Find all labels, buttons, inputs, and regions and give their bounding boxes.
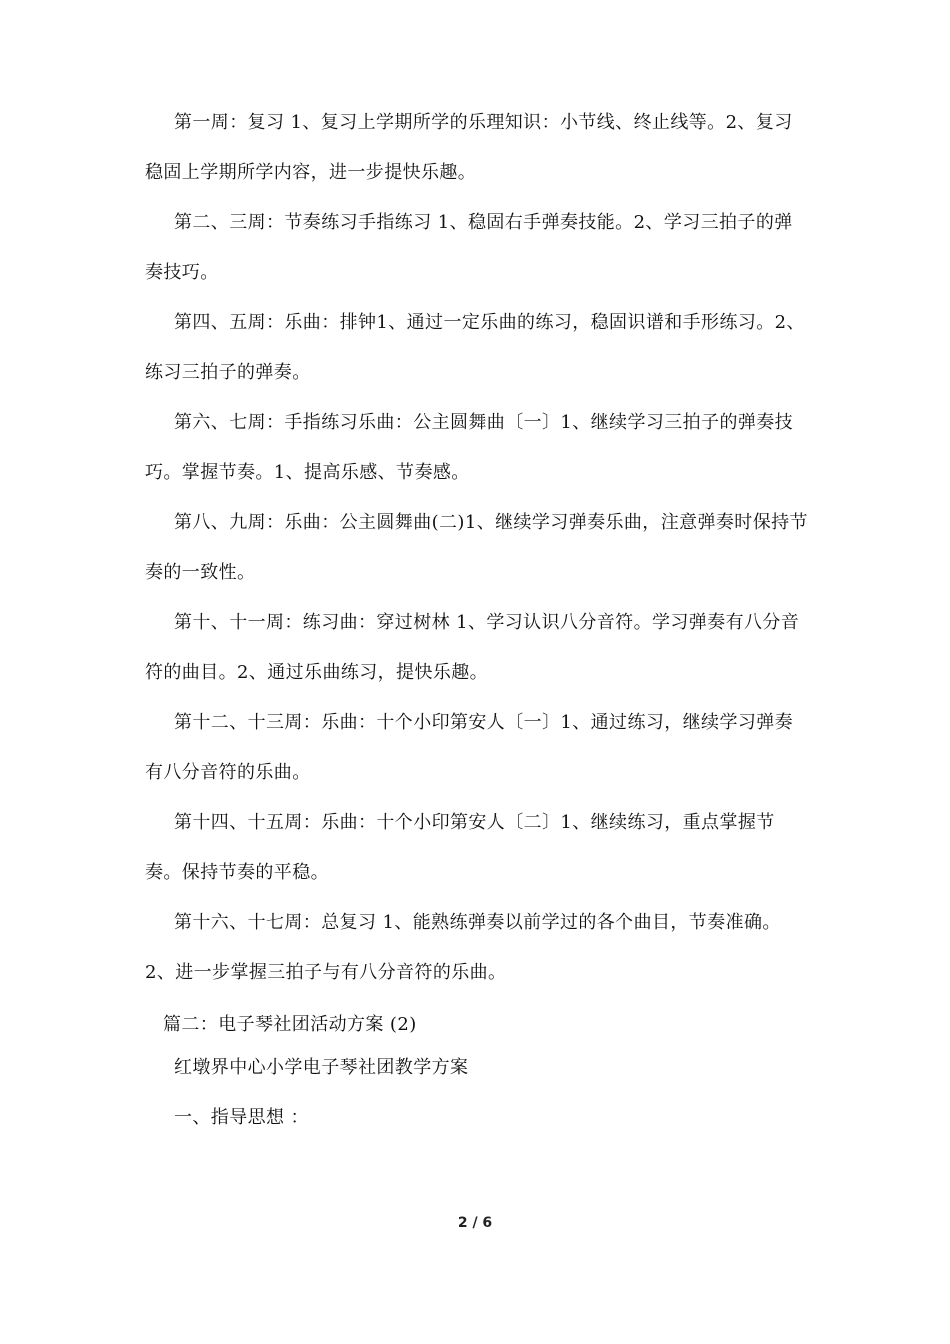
schedule-paragraph-week-2-3: 第二、三周：节奏练习手指练习 1、稳固右手弹奏技能。2、学习三拍子的弹奏技巧。 bbox=[145, 212, 793, 283]
schedule-paragraph-week-4-5: 第四、五周：乐曲：排钟1、通过一定乐曲的练习，稳固识谱和手形练习。2、练习三拍子的弹奏。 bbox=[145, 312, 805, 383]
schedule-paragraph-week-1: 第一周：复习 1、复习上学期所学的乐理知识：小节线、终止线等。2、复习稳固上学期所学内容，进一步提快乐趣。 bbox=[145, 112, 793, 183]
schedule-paragraph-week-8-9: 第八、九周：乐曲：公主圆舞曲(二)1、继续学习弹奏乐曲，注意弹奏时保持节奏的一致性。 bbox=[145, 512, 808, 583]
schedule-paragraph-week-12-13: 第十二、十三周：乐曲：十个小印第安人〔一〕1、通过练习，继续学习弹奏有八分音符的乐曲。 bbox=[145, 712, 794, 783]
page-number: 2 / 6 bbox=[457, 1215, 493, 1231]
schedule-paragraph-week-10-11: 第十、十一周：练习曲：穿过树林 1、学习认识八分音符。学习弹奏有八分音符的曲目。2、通过乐曲练习，提快乐趣。 bbox=[145, 612, 800, 683]
sub-heading: 一、指导思想 ： bbox=[174, 1107, 309, 1128]
document-title: 红墩界中心小学电子琴社团教学方案 bbox=[174, 1057, 469, 1078]
schedule-paragraph-week-14-15: 第十四、十五周：乐曲：十个小印第安人〔二〕1、继续练习，重点掌握节奏。保持节奏的平稳。 bbox=[145, 812, 775, 883]
schedule-paragraph-week-6-7: 第六、七周：手指练习乐曲：公主圆舞曲〔一〕1、继续学习三拍子的弹奏技巧。掌握节奏。1、提高乐感、节奏感。 bbox=[145, 412, 794, 483]
section-heading: 篇二：电子琴社团活动方案 (2) bbox=[163, 1014, 417, 1035]
schedule-paragraph-week-16-17: 第十六、十七周：总复习 1、能熟练弹奏以前学过的各个曲目，节奏准确。2、进一步掌握三拍子与有八分音符的乐曲。 bbox=[145, 912, 781, 983]
